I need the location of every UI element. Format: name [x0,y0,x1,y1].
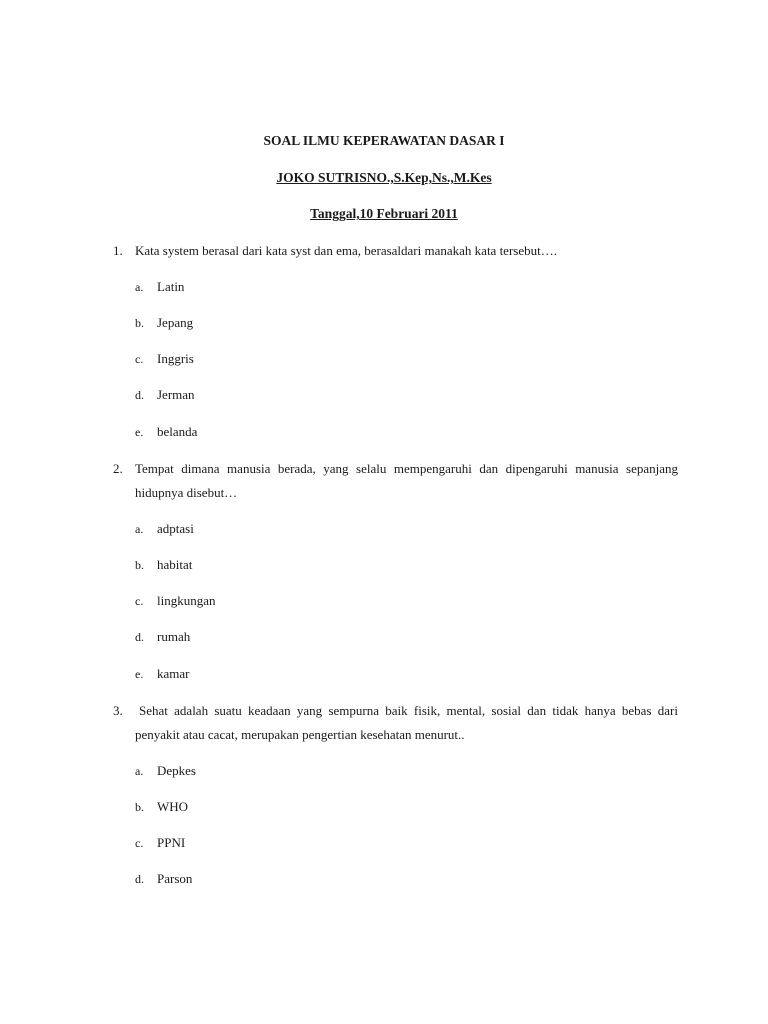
option-text: Depkes [157,763,196,778]
option-text: Parson [157,871,193,886]
option-text: PPNI [157,835,186,850]
option-letter: a. [135,522,144,536]
option-text: rumah [157,629,191,644]
question-number: 1. [113,243,123,258]
option-text: adptasi [157,521,194,536]
question-text: Kata system berasal dari kata syst dan ema, berasaldari manakah kata tersebut…. [135,243,557,258]
option-letter: c. [135,836,144,850]
author-line: JOKO SUTRISNO.,S.Kep,Ns.,M.Kes [276,170,492,185]
option-text: Latin [157,279,185,294]
question-number: 2. [113,461,123,476]
option-letter: b. [135,558,144,572]
option-letter: a. [135,764,144,778]
question-text: Tempat dimana manusia berada, yang selalu mempengaruhi dan dipengaruhi manusia sepanjang hidupnya disebut… [135,461,678,500]
option-text: lingkungan [157,593,216,608]
option-text: habitat [157,557,193,572]
option-letter: c. [135,352,144,366]
question-text: Sehat adalah suatu keadaan yang sempurna baik fisik, mental, sosial dan tidak hanya bebas dari penyakit atau cacat, merupakan pengertian kesehatan menurut.. [135,703,678,742]
option-letter: d. [135,388,144,402]
document-title: SOAL ILMU KEPERAWATAN DASAR I [263,133,505,148]
option-letter: d. [135,630,144,644]
option-text: Jerman [157,387,195,402]
option-letter: b. [135,316,144,330]
date-line: Tanggal,10 Februari 2011 [310,206,458,221]
option-text: belanda [157,424,198,439]
option-text: Jepang [157,315,194,330]
option-letter: b. [135,800,144,814]
option-letter: d. [135,872,144,886]
question-number: 3. [113,703,123,718]
option-text: kamar [157,666,190,681]
option-letter: a. [135,280,144,294]
option-letter: e. [135,425,144,439]
option-text: Inggris [157,351,194,366]
option-letter: e. [135,667,144,681]
option-letter: c. [135,594,144,608]
option-text: WHO [157,799,189,814]
